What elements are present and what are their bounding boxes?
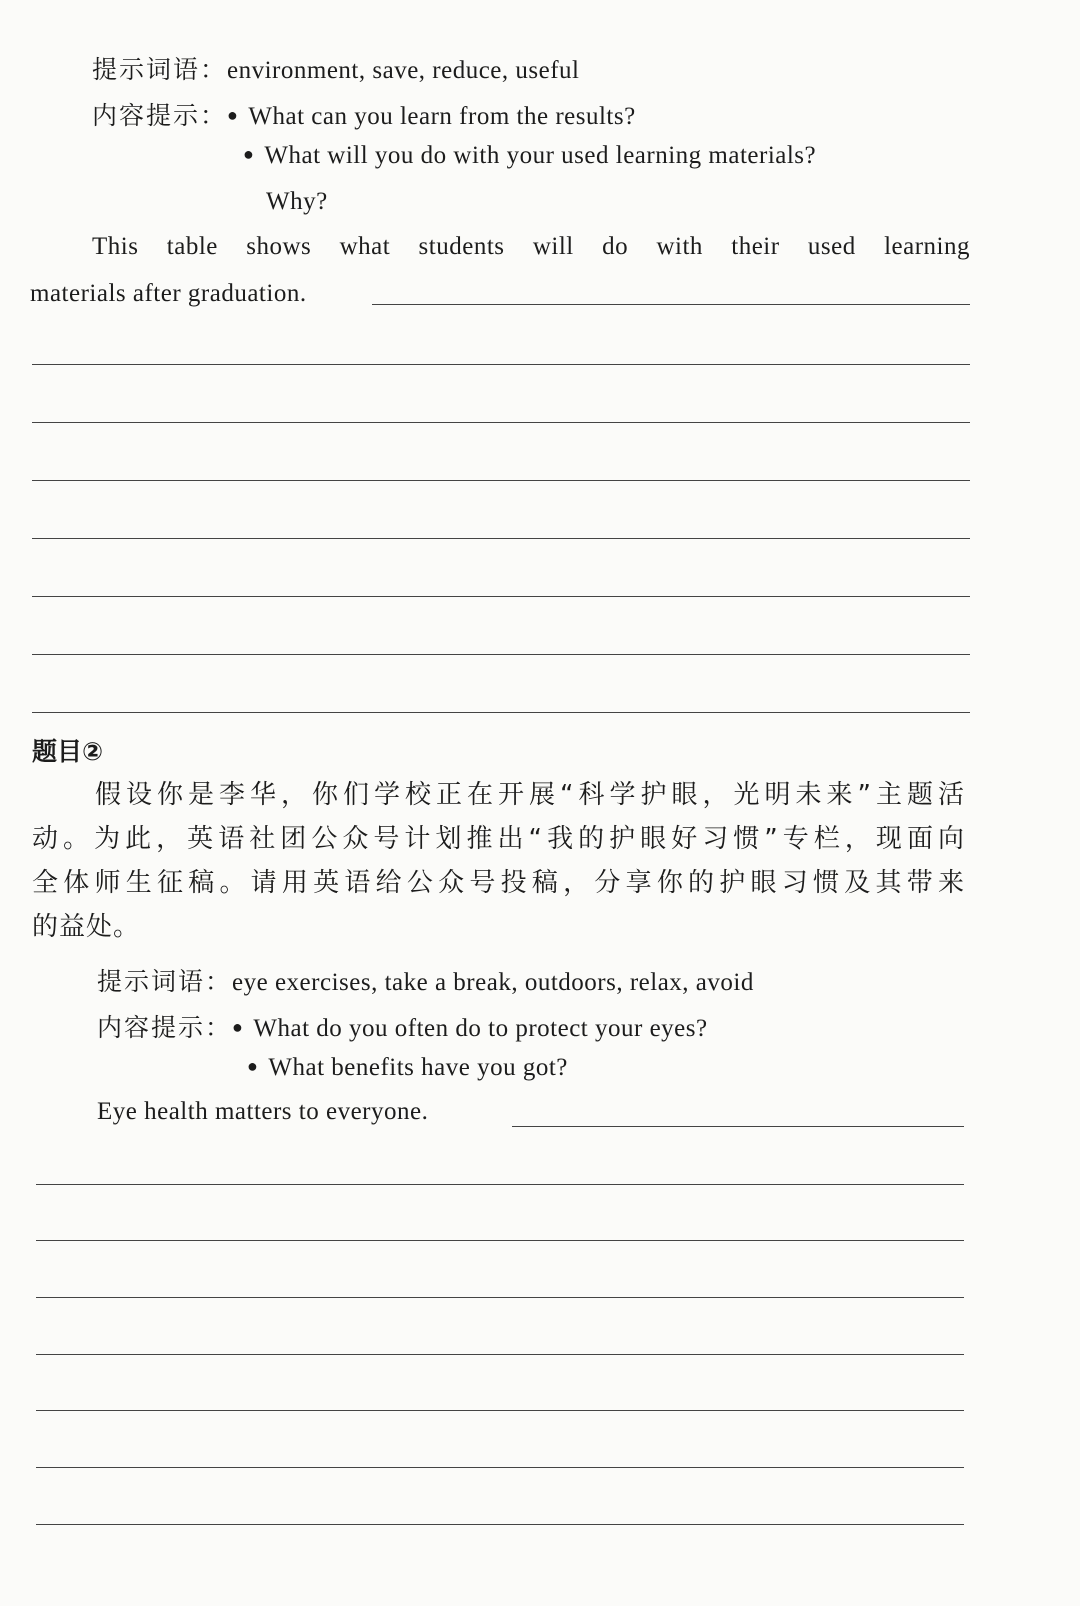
bullet-icon: ●: [247, 1056, 259, 1076]
bullet-text: What do you often do to protect your eyes?: [253, 1015, 708, 1042]
starter-sentence-line-1: This table shows what students will do with their used learning: [92, 233, 970, 260]
instruction-line-4: 的益处。: [32, 912, 141, 942]
bullet-item-2b: [247, 1054, 568, 1082]
hint-words-row-1: [92, 50, 580, 86]
bullet-text: What benefits have you got?: [268, 1054, 568, 1081]
bullet-icon: ●: [227, 105, 239, 125]
writing-line: [32, 712, 970, 713]
hint-words: eye exercises, take a break, outdoors, relax, avoid: [232, 969, 754, 996]
content-hint-row-2: [97, 1008, 708, 1044]
bullet-continuation: Why?: [266, 188, 328, 215]
writing-line: [36, 1467, 964, 1468]
question-title: 题目②: [32, 737, 104, 766]
bullet-icon: ●: [232, 1017, 244, 1037]
writing-line: [372, 304, 970, 305]
writing-line: [32, 422, 970, 423]
writing-line: [36, 1184, 964, 1185]
writing-line: [32, 654, 970, 655]
writing-line: [36, 1240, 964, 1241]
bullet-text: What will you do with your used learning materials?: [264, 142, 817, 169]
writing-line: [36, 1524, 964, 1525]
starter-sentence: Eye health matters to everyone.: [97, 1098, 429, 1125]
bullet-item-2: [243, 142, 971, 170]
writing-line: [32, 480, 970, 481]
content-hint-label: 内容提示：: [92, 101, 228, 130]
bullet-text: What can you learn from the results?: [248, 103, 636, 130]
writing-line: [32, 596, 970, 597]
starter-sentence-line-2: materials after graduation.: [30, 280, 307, 307]
hint-words: environment, save, reduce, useful: [227, 57, 580, 84]
writing-line: [36, 1297, 964, 1298]
bullet-icon: ●: [243, 144, 255, 164]
instruction-line-3: 全体师生征稿。请用英语给公众号投稿，分享你的护眼习惯及其带来: [32, 868, 965, 898]
hint-words-label: 提示词语：: [92, 55, 228, 84]
writing-line: [32, 364, 970, 365]
content-hint-label: 内容提示：: [97, 1013, 233, 1042]
hint-words-row-2: [97, 962, 754, 998]
writing-line: [32, 538, 970, 539]
writing-line: [36, 1410, 964, 1411]
writing-line: [512, 1126, 964, 1127]
hint-words-label: 提示词语：: [97, 967, 233, 996]
content-hint-row-1: [92, 96, 636, 132]
instruction-line-2: 动。为此，英语社团公众号计划推出“我的护眼好习惯”专栏，现面向: [32, 824, 965, 854]
instruction-line-1: 假设你是李华，你们学校正在开展“科学护眼，光明未来”主题活: [95, 780, 965, 810]
writing-line: [36, 1354, 964, 1355]
